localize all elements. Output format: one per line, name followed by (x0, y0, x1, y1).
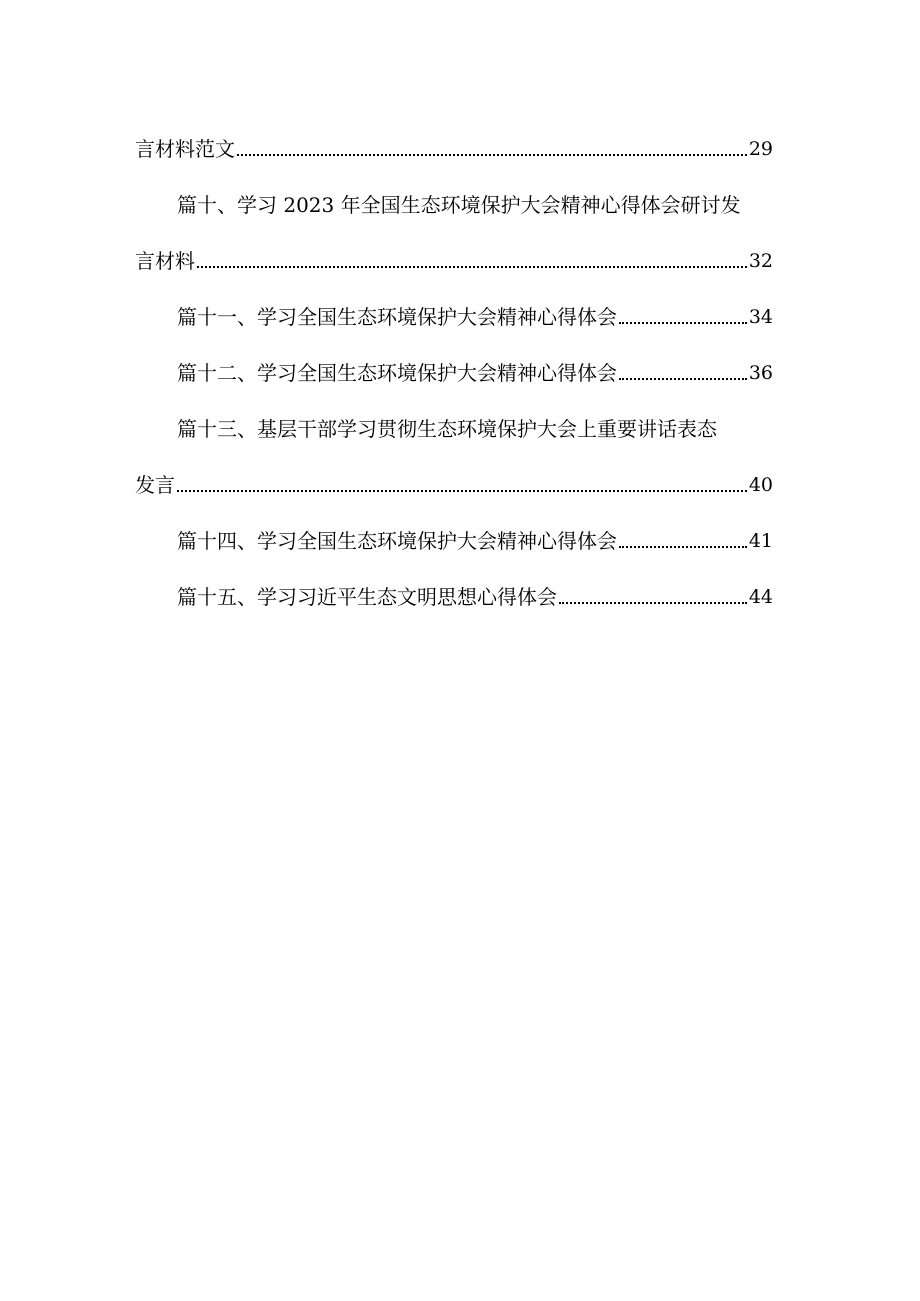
toc-entry[interactable] (177, 412, 773, 442)
dot-leader (619, 322, 747, 324)
toc-entry-title: 篇十、学习 2023 年全国生态环境保护大会精神心得体会研讨发 (177, 193, 741, 217)
dot-leader (559, 602, 747, 604)
toc-entry-page: 44 (748, 586, 773, 608)
toc-entry[interactable] (177, 188, 773, 218)
toc-entry-title: 发言 (135, 473, 175, 497)
dot-leader (619, 546, 747, 548)
toc-entry-page: 41 (748, 530, 773, 552)
toc-entry-title: 篇十一、学习全国生态环境保护大会精神心得体会 (177, 305, 617, 329)
toc-entry-title: 篇十五、学习习近平生态文明思想心得体会 (177, 585, 557, 609)
toc-entry-title: 篇十四、学习全国生态环境保护大会精神心得体会 (177, 529, 617, 553)
toc-entry[interactable] (177, 580, 773, 610)
toc-entry[interactable] (135, 132, 773, 162)
dot-leader (197, 266, 747, 268)
toc-entry[interactable] (177, 356, 773, 386)
toc-entry-page: 32 (748, 250, 773, 272)
toc-entry[interactable] (135, 468, 773, 498)
toc-entry-title: 言材料范文 (135, 137, 235, 161)
toc-entry-title: 言材料 (135, 249, 195, 273)
toc-entry[interactable] (177, 524, 773, 554)
toc-entry-page: 36 (748, 362, 773, 384)
dot-leader (237, 154, 747, 156)
toc-entry[interactable] (177, 300, 773, 330)
toc-entry-page: 34 (748, 306, 773, 328)
toc-entry-title: 篇十二、学习全国生态环境保护大会精神心得体会 (177, 361, 617, 385)
toc-entry[interactable] (135, 244, 773, 274)
toc-entry-title: 篇十三、基层干部学习贯彻生态环境保护大会上重要讲话表态 (177, 417, 717, 441)
toc-entry-page: 40 (748, 474, 773, 496)
dot-leader (177, 490, 747, 492)
dot-leader (619, 378, 747, 380)
toc-entry-page: 29 (748, 138, 773, 160)
